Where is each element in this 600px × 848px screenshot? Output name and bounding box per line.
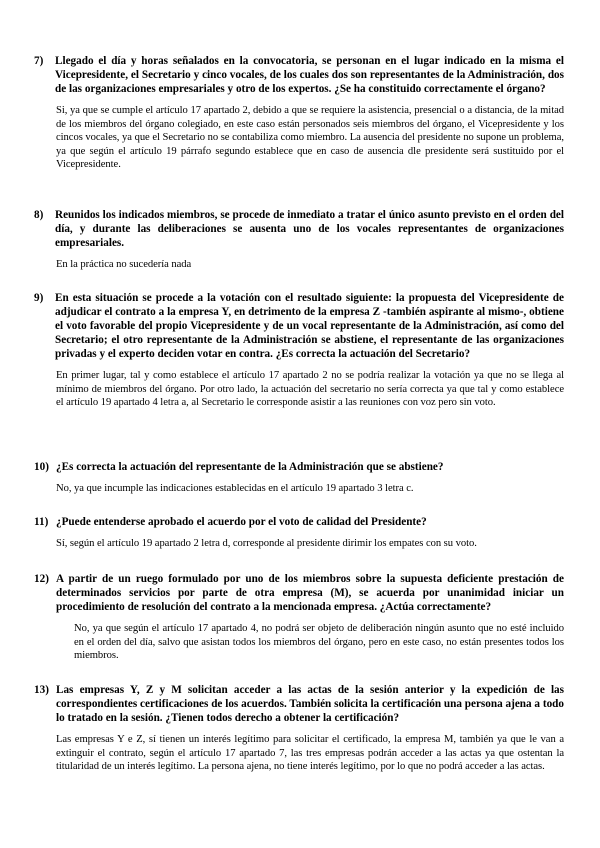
question-text: ¿Puede entenderse aprobado el acuerdo por el voto de calidad del Presidente? bbox=[56, 516, 427, 528]
question-text: En esta situación se procede a la votación con el resultado siguiente: la propuesta del Vicepresidente de adjudicar el contrato a la empresa Y, en detrimento de la empresa Z -también aspirante al mismo-, obtiene el voto favorable del propio Vicepresidente y de un vocal representante de la Administración, así como del Secretario; el otro representante de la Administración se abstiene, el representante de las organizaciones privadas y el experto deciden votar en contra. ¿Es correcta la actuación del Secretario? bbox=[55, 292, 564, 360]
question-text: Reunidos los indicados miembros, se procede de inmediato a tratar el único asunto previsto en el orden del día, y durante las deliberaciones se ausenta uno de los vocales representantes de organizaciones empresariales. bbox=[55, 209, 564, 249]
question-text: A partir de un ruego formulado por uno de los miembros sobre la supuesta deficiente prestación de determinados servicios por parte de otra empresa (M), se acuerda por unanimidad iniciar un procedimiento de resolución del contrato a la mencionada empresa. ¿Actúa correctamente? bbox=[56, 573, 564, 613]
answer-text: Sí, según el artículo 19 apartado 2 letra d, corresponde al presidente dirimir los empates con su voto. bbox=[56, 538, 477, 549]
answer-text: En primer lugar, tal y como establece el artículo 17 apartado 2 no se podría realizar la votación ya que no se llega al mínimo de miembros del órgano. Por otro lado, la actuación del secretario no sería correcta ya que tal y como establece el artículo 19 apartado 4 letra a, al Secretario le corresponde asistir a las reuniones con voz pero sin voto. bbox=[56, 370, 564, 409]
question-item-9 bbox=[34, 291, 564, 410]
question-item-11 bbox=[34, 515, 564, 551]
question-number: 12) bbox=[34, 573, 49, 585]
question-item-13 bbox=[34, 683, 564, 774]
question-text: ¿Es correcta la actuación del representante de la Administración que se abstiene? bbox=[56, 461, 444, 473]
question-number: 11) bbox=[34, 516, 49, 528]
answer-text: No, ya que incumple las indicaciones establecidas en el artículo 19 apartado 3 letra c. bbox=[56, 483, 414, 494]
question-text: Llegado el día y horas señalados en la convocatoria, se personan en el lugar indicado en la misma el Vicepresidente, el Secretario y cinco vocales, de los cuales dos son representantes de la Administración, dos de las organizaciones empresariales y otro de los expertos. ¿Se ha constituido correctamente el órgano? bbox=[55, 55, 564, 95]
question-text: Las empresas Y, Z y M solicitan acceder a las actas de la sesión anterior y la expedición de las correspondientes certificaciones de los acuerdos. También solicita la certificación una persona ajena a todo lo tratado en la sesión. ¿Tienen todos derecho a obtener la certificación? bbox=[56, 684, 564, 724]
question-number: 7) bbox=[34, 55, 44, 67]
question-item-12 bbox=[34, 572, 564, 663]
question-number: 13) bbox=[34, 684, 49, 696]
question-item-7 bbox=[34, 54, 564, 172]
answer-text: No, ya que según el artículo 17 apartado 4, no podrá ser objeto de deliberación ningún asunto que no esté incluido en el orden del día, salvo que asistan todos los miembros del órgano, pero en este caso, no están presentes todos los miembros. bbox=[74, 623, 564, 662]
question-item-10 bbox=[34, 460, 564, 496]
answer-text: Si, ya que se cumple el artículo 17 apartado 2, debido a que se requiere la asistencia, presencial o a distancia, de la mitad de los miembros del órgano colegiado, en este caso están personados seis miembros del órgano, el Vicepresidente y los cincos vocales, ya que el Secretario no se contabiliza como miembro. La ausencia del presidente no supone un problema, ya que según el artículo 19 párrafo segundo establece que en caso de ausencia dle presidente será sustituido por el Vicepresidente. bbox=[56, 105, 564, 171]
answer-text: Las empresas Y e Z, sí tienen un interés legítimo para solicitar el certificado, la empresa M, también ya que le van a extinguir el contrato, según el artículo 17 apartado 7, las tres empresas podrán acceder a las actas ya que ostentan la titularidad de un interés legítimo. La persona ajena, no tiene interés legítimo, por lo que no podrá acceder a las actas. bbox=[56, 734, 564, 773]
answer-text: En la práctica no sucedería nada bbox=[56, 259, 192, 270]
question-number: 10) bbox=[34, 461, 49, 473]
question-number: 9) bbox=[34, 292, 44, 304]
question-number: 8) bbox=[34, 209, 44, 221]
question-item-8 bbox=[34, 208, 564, 272]
